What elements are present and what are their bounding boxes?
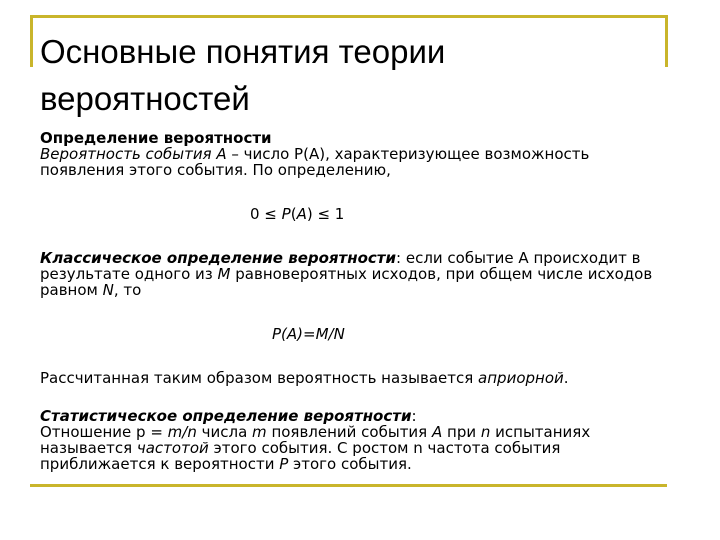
term-classical-definition: Классическое определение вероятности [40, 249, 397, 267]
frame-left-line [30, 15, 33, 67]
term-frequency: частотой [136, 439, 209, 457]
slide-title: Основные понятия теории вероятностей [40, 33, 446, 117]
term-apriori: априорной [478, 369, 564, 387]
section-heading-probability-definition: Определение вероятности [40, 129, 272, 147]
frame-right-line [665, 15, 668, 67]
statistical-definition-heading: Статистическое определение вероятности: [40, 407, 417, 425]
classical-formula: P(A)=M/N [272, 325, 345, 343]
frame-top-line [30, 15, 667, 18]
probability-definition-text: Вероятность события А – число Р(А), характеризующее возможность появления этого события. По определению, [40, 145, 590, 179]
term-event-probability: Вероятность события А [40, 145, 227, 163]
slide-content [40, 130, 670, 472]
apriori-text: Рассчитанная таким образом вероятность называется априорной. [40, 369, 569, 387]
probability-bounds-formula: 0 ≤ P(A) ≤ 1 [250, 205, 345, 223]
term-statistical-definition: Статистическое определение вероятности [40, 407, 412, 425]
classical-definition-text: Классическое определение вероятности: если событие А происходит в результате одного из M равновероятных исходов, при общем числе исходов равном N, то [40, 249, 653, 299]
frame-bottom-line [30, 484, 667, 487]
statistical-definition-text: Отношение р = m/n числа m появлений события A при n испытаниях называется частотой этого события. С ростом n частота события приближается к вероятности P этого события. [40, 423, 591, 473]
